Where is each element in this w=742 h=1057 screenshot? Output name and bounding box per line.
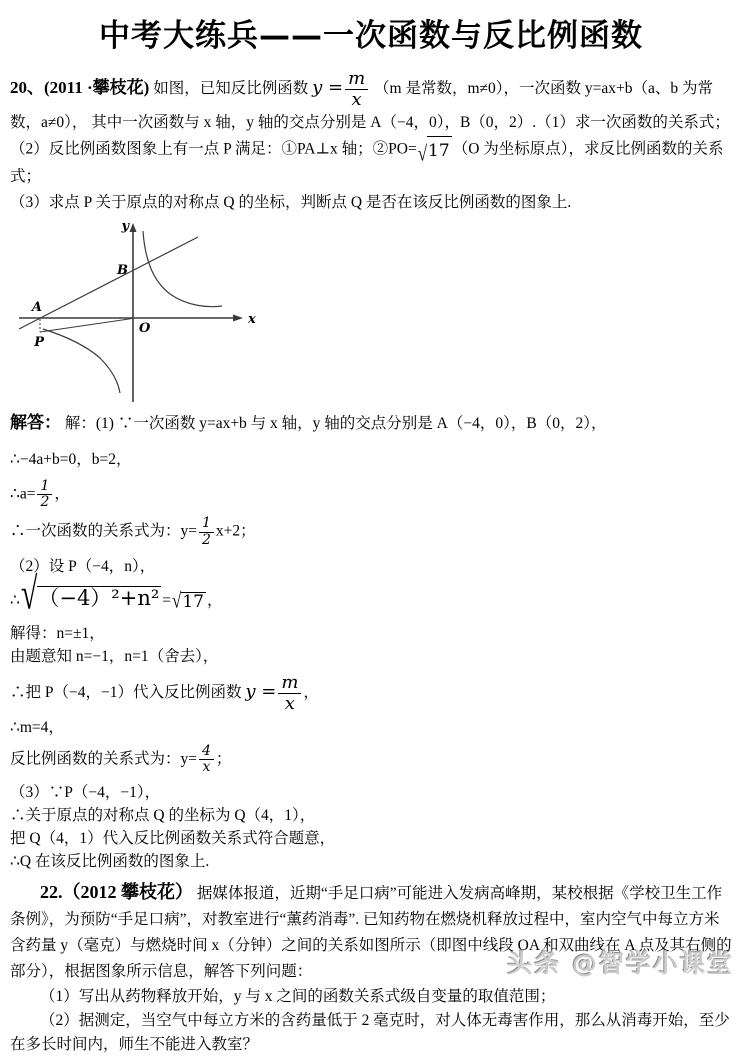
solution-line-14: 把 Q（4，1）代入反比例函数关系式符合题意， <box>10 829 336 847</box>
fraction-4-over-x: $\frac{4}{x}$ <box>199 744 214 776</box>
segment-PO <box>40 318 132 332</box>
hyperbola-branch-q3 <box>43 329 120 393</box>
q20-intro-text-1: 如图，已知反比例函数 <box>153 79 309 97</box>
q20-item2-text-b: （O 为坐标原点），求反比例函数的关系式； <box>10 140 724 185</box>
big-radical: √ （−4）²+n² <box>20 569 160 620</box>
radical-sign: √ <box>172 588 182 612</box>
solution-line-4 <box>10 516 732 548</box>
page-title: 中考大练兵——一次函数与反比例函数 <box>99 18 643 54</box>
solution-line-6 <box>10 569 732 620</box>
solution-line-11 <box>10 744 732 776</box>
solution-line-8: 由题意知 n=−1，n=1（舍去）， <box>10 648 219 666</box>
axis-label-y: y <box>121 218 129 234</box>
solution-line-15: ∴Q 在该反比例函数的图象上. <box>10 852 210 870</box>
q22-item-2: （2）据测定，当空气中每立方米的含药量低于 2 毫克时，对人体无毒害作用，那么从消毒开始，至少在多长时间内，师生不能进入教室？ <box>10 1011 730 1053</box>
solution-line-13: ∴关于原点的对称点 Q 的坐标为 Q（4，1）， <box>10 806 316 824</box>
fraction-one-half-2: $\frac{1}{2}$ <box>199 516 214 548</box>
radical-sign: √ <box>417 141 428 165</box>
point-label-P: P <box>34 334 44 350</box>
solution-comma: ， <box>54 485 70 503</box>
fraction-m-over-x-2: $\frac{m}{x}$ <box>278 673 301 714</box>
point-label-A: A <box>31 299 42 315</box>
solution-line-5: （2）设 P（−4，n）， <box>10 558 156 576</box>
q20-number: 20、(2011 ·攀枝花) <box>10 77 150 97</box>
solution-text-9a: ∴把 P（−4，−1）代入反比例函数 <box>10 684 242 702</box>
solution-heading: 解答： <box>10 412 61 432</box>
q22-item-1: （1）写出从药物释放开始，y 与 x 之间的函数关系式级自变量的取值范围； <box>40 987 556 1005</box>
radical-sign: √ <box>20 569 38 620</box>
coordinate-plane <box>12 218 260 404</box>
solution-line-10: ∴m=4， <box>10 718 64 736</box>
equals-sign: = <box>162 592 172 610</box>
q20-intro-text-3: 其中一次函数与 x 轴，y 轴的交点分别是 A（−4，0），B（0，2）.（1）求一次函数的关系式； <box>91 113 730 131</box>
solution-line-7: 解得：n=±1， <box>10 625 105 643</box>
equation-y: y = <box>245 681 277 703</box>
watermark: 头条 @智学小课堂 <box>507 949 734 978</box>
fraction-m-over-x: $\frac{m}{x}$ <box>345 69 368 110</box>
q20-item2-text-a: （2）反比例函数图象上有一点 P 满足：①PA⊥x 轴；②PO= <box>10 140 417 158</box>
origin-label: O <box>139 320 151 336</box>
point-label-B: B <box>117 262 128 278</box>
line-AB <box>19 237 198 329</box>
solution-line-2: ∴−4a+b=0，b=2， <box>10 450 132 468</box>
solution-text-1: 解：(1) ∵一次函数 y=ax+b 与 x 轴，y 轴的交点分别是 A（−4，0），B（0，2）， <box>64 414 607 432</box>
y-axis-arrow-icon <box>130 223 137 232</box>
comma: ， <box>303 684 319 702</box>
q20-intro-text-2: （m 是常数，m≠0），一次函数 y=ax+b（a、b 为常数，a≠0）， <box>10 79 714 131</box>
sqrt-17: √ 17 <box>418 136 452 164</box>
q20-item-2 <box>10 136 732 190</box>
fraction-one-half: $\frac{1}{2}$ <box>37 479 52 511</box>
axis-label-x: x <box>248 311 256 327</box>
therefore-symbol: ∴ <box>10 592 20 610</box>
sqrt-17-small: √ 17 <box>172 588 204 612</box>
solution-text-3a: ∴a= <box>10 485 36 503</box>
q20-equation-y: y = <box>312 76 344 98</box>
solution-line-3 <box>10 479 732 511</box>
q20-intro <box>10 69 732 136</box>
solution-line-9 <box>10 673 732 714</box>
q20-item-3: （3）求点 P 关于原点的对称点 Q 的坐标，判断点 Q 是否在该反比例函数的图象上. <box>10 193 572 211</box>
x-axis-arrow-icon <box>233 314 243 321</box>
solution-line-12: （3）∵P（−4，−1）， <box>10 783 161 801</box>
solution-text-11a: 反比例函数的关系式为：y= <box>10 750 197 768</box>
solution-text-4b: x+2； <box>215 522 256 540</box>
q22-number: 22.（2012 攀枝花） <box>40 881 193 902</box>
function-graph-figure <box>12 218 260 406</box>
solution-text-4a: ∴一次函数的关系式为：y= <box>10 522 197 540</box>
hyperbola-branch-q1 <box>143 231 222 307</box>
solution-line-1 <box>10 410 732 437</box>
comma: ， <box>207 592 223 610</box>
solution-text-11b: ； <box>215 750 232 768</box>
q22-body-text: 据媒体报道，近期“手足口病”可能进入发病高峰期，某校根据《学校卫生工作条例》，为预防“手足口病”，对教室进行“薰药消毒”. 已知药物在燃烧机释放过程中，室内空气中每立方米含药量 y（毫克）与燃烧时间 x（分钟）之间的关系如图所示（即图中线段 OA 和双曲线在 A 点及其右侧的部分），根据图象所示信息，解答下列问题： <box>10 884 732 980</box>
